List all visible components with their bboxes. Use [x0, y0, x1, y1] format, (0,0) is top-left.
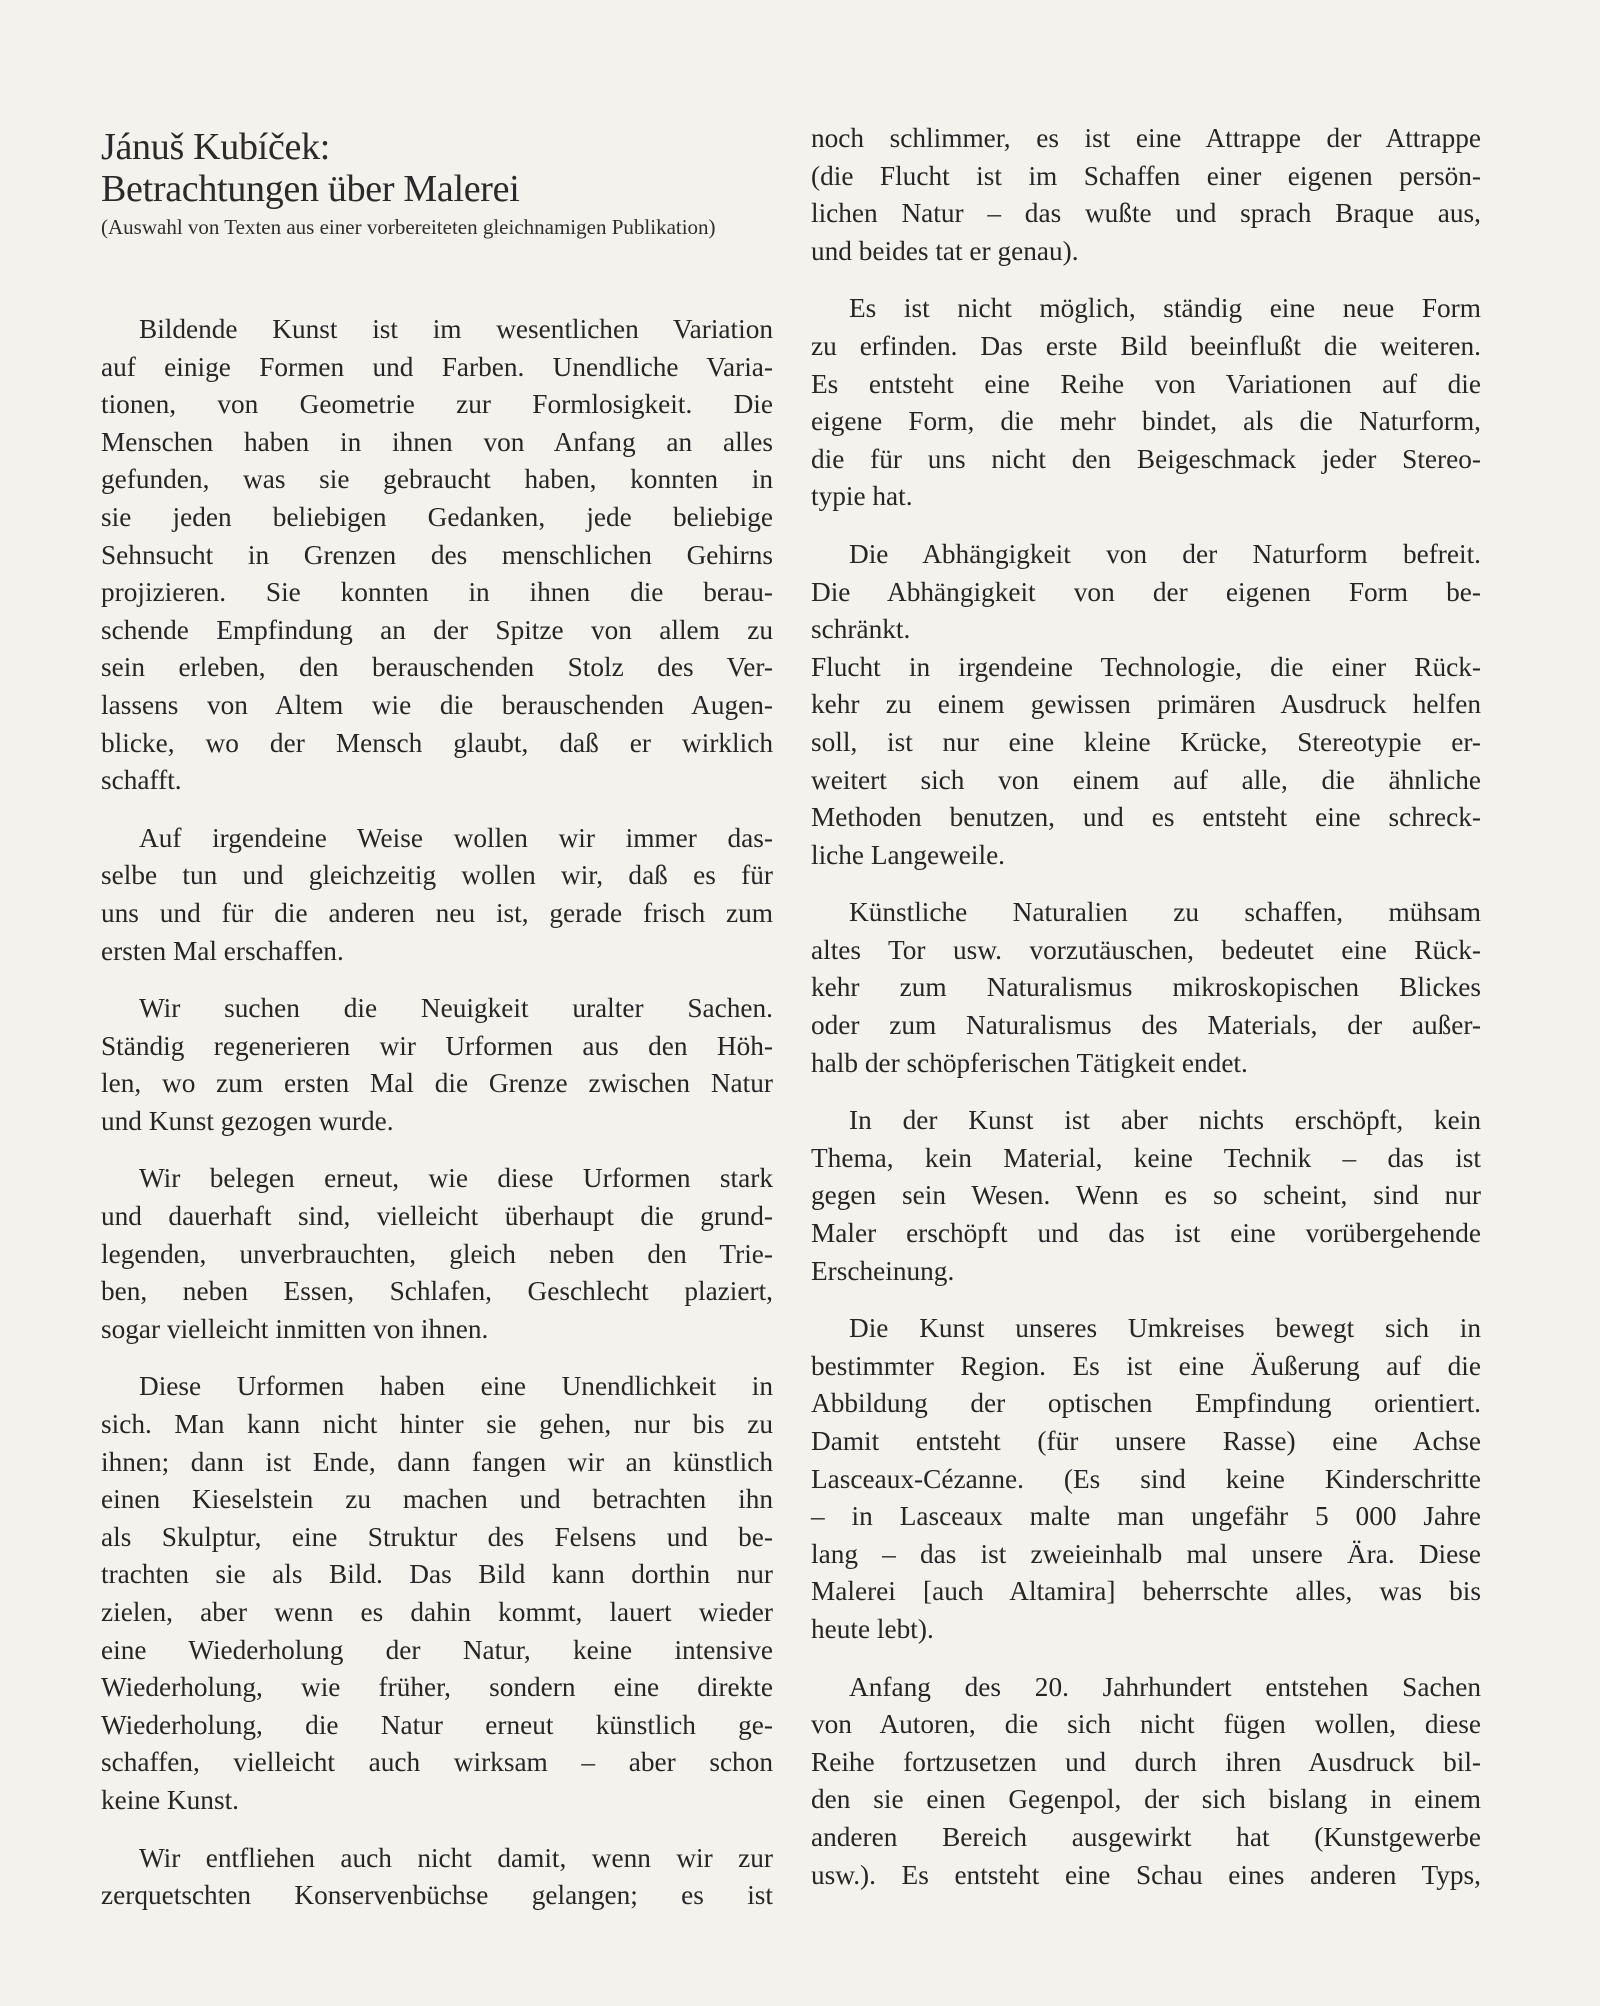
right-column	[811, 120, 1481, 1914]
text-line: Wir belegen erneut, wie diese Urformen stark	[139, 1163, 773, 1194]
text-line: Thema, kein Material, keine Technik – das ist	[811, 1142, 1481, 1173]
text-line: oder zum Naturalismus des Materials, der außer-	[811, 1010, 1481, 1041]
paragraph	[101, 1160, 773, 1348]
paragraph	[101, 311, 773, 800]
text-line: len, wo zum ersten Mal die Grenze zwischen Natur	[101, 1068, 773, 1099]
text-line: weitert sich von einem auf alle, die ähnliche	[811, 764, 1481, 795]
article-subtitle: (Auswahl von Texten aus einer vorbereiteten gleichnamigen Publikation)	[101, 215, 716, 239]
paragraph-continued	[811, 120, 1481, 270]
text-line: Künstliche Naturalien zu schaffen, mühsam	[849, 897, 1481, 928]
text-line: (die Flucht ist im Schaffen einer eigenen persön-	[811, 160, 1481, 191]
article-author: Jánuš Kubíček:	[101, 126, 331, 168]
text-line: – in Lasceaux malte man ungefähr 5 000 Jahre	[811, 1501, 1481, 1532]
text-line: und Kunst gezogen wurde.	[101, 1105, 394, 1136]
text-line: heute lebt).	[811, 1613, 934, 1644]
paragraph	[811, 649, 1481, 875]
paragraph	[101, 1368, 773, 1819]
text-line: gefunden, was sie gebraucht haben, konnten in	[101, 464, 773, 495]
text-line: Malerei [auch Altamira] beherrschte alles, was bis	[811, 1576, 1481, 1607]
left-column	[101, 311, 773, 1935]
text-line: selbe tun und gleichzeitig wollen wir, daß es für	[101, 860, 773, 891]
text-line: ihnen; dann ist Ende, dann fangen wir an künstlich	[101, 1446, 773, 1477]
text-line: kehr zum Naturalismus mikroskopischen Blickes	[811, 972, 1481, 1003]
text-line: eigene Form, die mehr bindet, als die Naturform,	[811, 406, 1481, 437]
text-line: soll, ist nur eine kleine Krücke, Stereotypie er-	[811, 726, 1481, 757]
text-line: schränkt.	[811, 614, 911, 645]
article-header	[101, 126, 801, 241]
text-line: einen Kieselstein zu machen und betrachten ihn	[101, 1484, 773, 1515]
text-line: Diese Urformen haben eine Unendlichkeit in	[139, 1371, 773, 1402]
paragraph	[811, 1310, 1481, 1648]
text-line: trachten sie als Bild. Das Bild kann dorthin nur	[101, 1559, 773, 1590]
text-line: die für uns nicht den Beigeschmack jeder Stereo-	[811, 443, 1481, 474]
text-line: Erscheinung.	[811, 1255, 955, 1286]
paragraph	[811, 1669, 1481, 1895]
text-line: ben, neben Essen, Schlafen, Geschlecht plaziert,	[101, 1276, 773, 1307]
text-line: sogar vielleicht inmitten von ihnen.	[101, 1313, 489, 1344]
text-line: Abbildung der optischen Empfindung orientiert.	[811, 1388, 1481, 1419]
text-line: Die Kunst unseres Umkreises bewegt sich in	[849, 1313, 1481, 1344]
text-line: Damit entsteht (für unsere Rasse) eine Achse	[811, 1426, 1481, 1456]
text-line: Bildende Kunst ist im wesentlichen Variation	[139, 314, 773, 344]
text-line: Flucht in irgendeine Technologie, die einer Rück-	[811, 651, 1481, 682]
text-line: auf einige Formen und Farben. Unendliche Varia-	[101, 351, 773, 382]
text-line: sein erleben, den berauschenden Stolz des Ver-	[101, 652, 773, 683]
text-line: den sie einen Gegenpol, der sich bislang in einem	[811, 1784, 1481, 1815]
text-line: lassens von Altem wie die berauschenden Augen-	[101, 689, 773, 720]
text-line: und beides tat er genau).	[811, 235, 1079, 266]
text-line: tionen, von Geometrie zur Formlosigkeit. Die	[101, 389, 773, 420]
text-line: typie hat.	[811, 481, 913, 512]
text-line: kehr zu einem gewissen primären Ausdruck helfen	[811, 689, 1481, 720]
text-line: legenden, unverbrauchten, gleich neben den Trie-	[101, 1238, 773, 1269]
text-line: eine Wiederholung der Natur, keine intensive	[101, 1634, 773, 1665]
text-line: Lasceaux-Cézanne. (Es sind keine Kinderschritte	[811, 1463, 1481, 1494]
text-line: zu erfinden. Das erste Bild beeinflußt die weiteren.	[811, 330, 1481, 361]
text-line: keine Kunst.	[101, 1784, 239, 1815]
paragraph	[101, 820, 773, 970]
text-line: und dauerhaft sind, vielleicht überhaupt die grund-	[101, 1201, 773, 1232]
text-line: Menschen haben in ihnen von Anfang an alles	[101, 426, 773, 457]
text-line: zerquetschten Konservenbüchse gelangen; es ist	[101, 1880, 773, 1911]
text-line: projizieren. Sie konnten in ihnen die berau-	[101, 577, 773, 608]
text-line: bestimmter Region. Es ist eine Äußerung auf die	[811, 1350, 1481, 1381]
text-line: blicke, wo der Mensch glaubt, daß er wirklich	[101, 727, 773, 758]
text-line: Es ist nicht möglich, ständig eine neue Form	[849, 293, 1481, 324]
text-line: Wir entfliehen auch nicht damit, wenn wir zur	[139, 1842, 773, 1873]
text-line: Die Abhängigkeit von der Naturform befreit.	[849, 538, 1481, 569]
text-line: schafft.	[101, 765, 182, 796]
text-line: usw.). Es entsteht eine Schau eines anderen Typs,	[811, 1859, 1481, 1890]
paragraph	[811, 290, 1481, 516]
text-line: ersten Mal erschaffen.	[101, 935, 344, 966]
text-line: lichen Natur – das wußte und sprach Braque aus,	[811, 198, 1481, 229]
text-line: Methoden benutzen, und es entsteht eine schreck-	[811, 802, 1481, 833]
text-line: von Autoren, die sich nicht fügen wollen, diese	[811, 1709, 1481, 1740]
text-line: noch schlimmer, es ist eine Attrappe der Attrappe	[811, 123, 1481, 153]
paragraph	[101, 1840, 773, 1915]
paragraph	[811, 894, 1481, 1082]
article-title: Betrachtungen über Malerei	[101, 168, 520, 210]
text-line: Maler erschöpft und das ist eine vorübergehende	[811, 1218, 1481, 1249]
text-line: Sehnsucht in Grenzen des menschlichen Gehirns	[101, 539, 773, 570]
text-line: lang – das ist zweieinhalb mal unsere Ära. Diese	[811, 1538, 1481, 1569]
text-line: sich. Man kann nicht hinter sie gehen, nur bis zu	[101, 1409, 773, 1440]
text-line: Die Abhängigkeit von der eigenen Form be-	[811, 576, 1481, 607]
paragraph	[811, 1102, 1481, 1290]
text-line: In der Kunst ist aber nichts erschöpft, kein	[849, 1105, 1481, 1136]
text-line: uns und für die anderen neu ist, gerade frisch zum	[101, 897, 773, 928]
text-line: altes Tor usw. vorzutäuschen, bedeutet eine Rück-	[811, 934, 1481, 965]
text-line: Auf irgendeine Weise wollen wir immer das-	[139, 822, 773, 853]
text-line: gegen sein Wesen. Wenn es so scheint, sind nur	[811, 1180, 1481, 1211]
text-line: anderen Bereich ausgewirkt hat (Kunstgewerbe	[811, 1821, 1481, 1852]
text-line: liche Langeweile.	[811, 839, 1006, 870]
text-line: schaffen, vielleicht auch wirksam – aber schon	[101, 1747, 773, 1778]
paragraph	[101, 990, 773, 1140]
text-line: Es entsteht eine Reihe von Variationen auf die	[811, 368, 1481, 399]
text-line: halb der schöpferischen Tätigkeit endet.	[811, 1047, 1248, 1078]
text-line: Wir suchen die Neuigkeit uralter Sachen.	[139, 993, 773, 1024]
text-line: zielen, aber wenn es dahin kommt, lauert wieder	[101, 1597, 773, 1627]
text-line: Reihe fortzusetzen und durch ihren Ausdruck bil-	[811, 1746, 1481, 1777]
text-line: Wiederholung, wie früher, sondern eine direkte	[101, 1672, 773, 1703]
text-line: Ständig regenerieren wir Urformen aus den Höh-	[101, 1030, 773, 1061]
text-line: sie jeden beliebigen Gedanken, jede beliebige	[101, 501, 773, 532]
paragraph	[811, 536, 1481, 649]
text-line: Anfang des 20. Jahrhundert entstehen Sachen	[849, 1671, 1481, 1702]
text-line: als Skulptur, eine Struktur des Felsens und be-	[101, 1521, 773, 1552]
text-line: Wiederholung, die Natur erneut künstlich ge-	[101, 1709, 773, 1740]
text-line: schende Empfindung an der Spitze von allem zu	[101, 614, 773, 645]
